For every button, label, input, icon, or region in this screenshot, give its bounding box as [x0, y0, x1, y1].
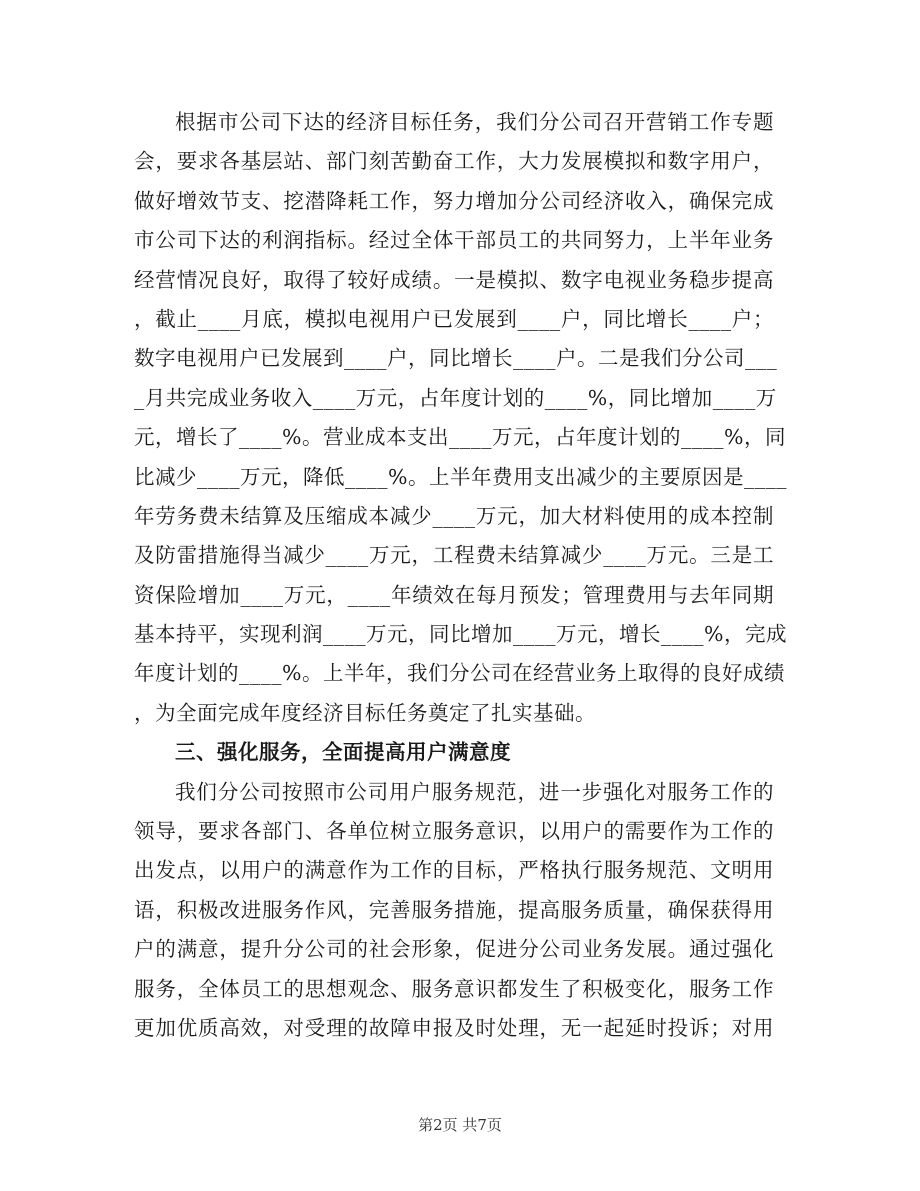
paragraph-line: 会，要求各基层站、部门刻苦勤奋工作，大力发展模拟和数字用户， — [134, 149, 774, 174]
paragraph-line: 根据市公司下达的经济目标任务，我们分公司召开营销工作专题 — [175, 110, 774, 134]
paragraph-line: _月共完成业务收入____万元，占年度计划的____%，同比增加____万 — [134, 385, 777, 410]
paragraph-line: 年度计划的____%。上半年，我们分公司在经营业务上取得的良好成绩 — [134, 661, 785, 686]
paragraph-line: 出发点，以用户的满意作为工作的目标，严格执行服务规范、文明用 — [134, 858, 774, 883]
paragraph-line: 数字电视用户已发展到____户，同比增长____户。二是我们分公司___ — [134, 346, 778, 371]
page-number-footer: 第2页 共7页 — [418, 1116, 502, 1134]
paragraph-line: ，为全面完成年度经济目标任务奠定了扎实基础。 — [134, 700, 596, 725]
paragraph-line: 基本持平，实现利润____万元，同比增加____万元，增长____%，完成 — [134, 622, 787, 647]
paragraph-line: 更加优质高效，对受理的故障申报及时处理，无一起延时投诉；对用 — [134, 1015, 774, 1040]
paragraph-line: ，截止____月底，模拟电视用户已发展到____户，同比增长____户； — [134, 306, 774, 331]
paragraph-line: 我们分公司按照市公司用户服务规范，进一步强化对服务工作的 — [175, 779, 774, 804]
paragraph-line: 及防雷措施得当减少____万元，工程费未结算减少____万元。三是工 — [134, 543, 774, 568]
paragraph-line: 语，积极改进服务作风，完善服务措施，提高服务质量，确保获得用 — [134, 897, 774, 922]
paragraph-line: 市公司下达的利润指标。经过全体干部员工的共同努力，上半年业务 — [134, 228, 774, 253]
paragraph-line: 领导，要求各部门、各单位树立服务意识，以用户的需要作为工作的 — [134, 819, 774, 844]
paragraph-line: 经营情况良好，取得了较好成绩。一是模拟、数字电视业务稳步提高 — [134, 267, 774, 292]
paragraph-line: 元，增长了____%。营业成本支出____万元，占年度计划的____%，同 — [134, 425, 786, 450]
paragraph-line: 资保险增加____万元，____年绩效在每月预发；管理费用与去年同期 — [134, 582, 774, 607]
paragraph-line: 比减少____万元，降低____%。上半年费用支出减少的主要原因是____ — [134, 464, 787, 489]
paragraph-line: 户的满意，提升分公司的社会形象，促进分公司业务发展。通过强化 — [134, 937, 774, 962]
paragraph-line: 做好增效节支、挖潜降耗工作，努力增加分公司经济收入，确保完成 — [134, 188, 774, 213]
paragraph-line: 年劳务费未结算及压缩成本减少____万元，加大材料使用的成本控制 — [134, 503, 774, 528]
document-body — [134, 103, 787, 1048]
paragraph-line: 服务，全体员工的思想观念、服务意识都发生了积极变化，服务工作 — [134, 976, 774, 1001]
section-heading: 三、强化服务，全面提高用户满意度 — [175, 740, 511, 765]
